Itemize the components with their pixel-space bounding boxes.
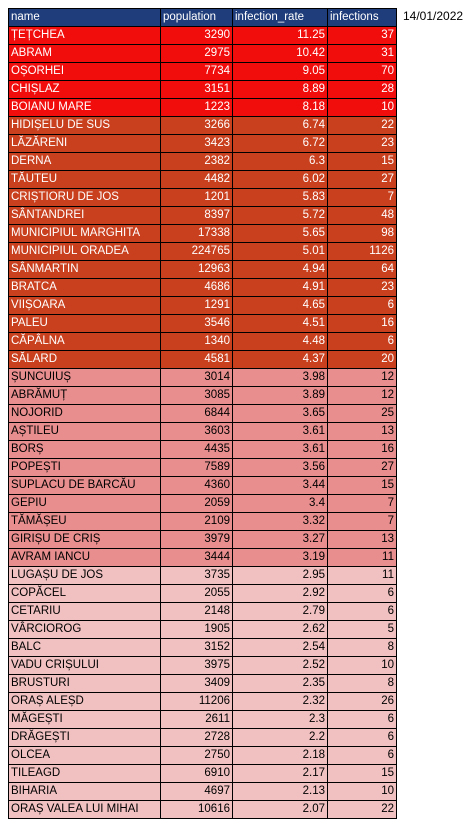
infection-table	[8, 8, 397, 819]
table-row	[9, 747, 397, 765]
cell-population[interactable]: 3152	[161, 639, 233, 657]
cell-name[interactable]: AVRAM IANCU	[9, 549, 161, 567]
cell-population[interactable]: 3290	[161, 27, 233, 45]
cell-population[interactable]: 2055	[161, 585, 233, 603]
header-infections[interactable]: infections	[328, 9, 397, 27]
header-name[interactable]: name	[9, 9, 161, 27]
cell-name[interactable]: OȘORHEI	[9, 63, 161, 81]
cell-infection-rate[interactable]: 3.61	[233, 423, 328, 441]
cell-population[interactable]: 7734	[161, 63, 233, 81]
cell-infections[interactable]: 6	[328, 711, 397, 729]
table-row	[9, 117, 397, 135]
cell-name[interactable]: ABRAM	[9, 45, 161, 63]
cell-infections[interactable]: 10	[328, 99, 397, 117]
table-row	[9, 459, 397, 477]
cell-infections[interactable]: 7	[328, 495, 397, 513]
table-row	[9, 729, 397, 747]
cell-infections[interactable]: 12	[328, 369, 397, 387]
cell-infections[interactable]: 13	[328, 423, 397, 441]
table-row	[9, 801, 397, 819]
cell-population[interactable]: 4697	[161, 783, 233, 801]
cell-population[interactable]: 4435	[161, 441, 233, 459]
table-row	[9, 135, 397, 153]
cell-name[interactable]: DERNA	[9, 153, 161, 171]
cell-name[interactable]: TĂMĂȘEU	[9, 513, 161, 531]
table-row	[9, 81, 397, 99]
cell-infection-rate[interactable]: 2.62	[233, 621, 328, 639]
cell-infections[interactable]: 25	[328, 405, 397, 423]
cell-infections[interactable]: 1126	[328, 243, 397, 261]
cell-population[interactable]: 3735	[161, 567, 233, 585]
cell-name[interactable]: CETARIU	[9, 603, 161, 621]
table-row	[9, 441, 397, 459]
table-row	[9, 765, 397, 783]
cell-population[interactable]: 1340	[161, 333, 233, 351]
cell-infection-rate[interactable]: 5.72	[233, 207, 328, 225]
cell-infection-rate[interactable]: 3.89	[233, 387, 328, 405]
cell-infection-rate[interactable]: 5.01	[233, 243, 328, 261]
table-row	[9, 495, 397, 513]
table-row	[9, 45, 397, 63]
cell-name[interactable]: SÂNMARTIN	[9, 261, 161, 279]
table-row	[9, 369, 397, 387]
cell-population[interactable]: 1223	[161, 99, 233, 117]
cell-infection-rate[interactable]: 2.3	[233, 711, 328, 729]
cell-population[interactable]: 8397	[161, 207, 233, 225]
cell-population[interactable]: 1291	[161, 297, 233, 315]
cell-population[interactable]: 11206	[161, 693, 233, 711]
cell-infections[interactable]: 22	[328, 117, 397, 135]
cell-infections[interactable]: 23	[328, 279, 397, 297]
cell-infections[interactable]: 6	[328, 333, 397, 351]
cell-infection-rate[interactable]: 2.95	[233, 567, 328, 585]
cell-name[interactable]: LUGAȘU DE JOS	[9, 567, 161, 585]
report-date: 14/01/2022	[403, 9, 464, 23]
cell-infections[interactable]: 27	[328, 171, 397, 189]
cell-infection-rate[interactable]: 2.2	[233, 729, 328, 747]
cell-infection-rate[interactable]: 6.3	[233, 153, 328, 171]
cell-name[interactable]: MĂGEȘTI	[9, 711, 161, 729]
cell-population[interactable]: 2975	[161, 45, 233, 63]
cell-population[interactable]: 3409	[161, 675, 233, 693]
table-row	[9, 693, 397, 711]
cell-infection-rate[interactable]: 4.91	[233, 279, 328, 297]
table-row	[9, 207, 397, 225]
cell-name[interactable]: TĂUTEU	[9, 171, 161, 189]
header-row	[9, 9, 397, 27]
cell-name[interactable]: BIHARIA	[9, 783, 161, 801]
table-row	[9, 243, 397, 261]
cell-infection-rate[interactable]: 6.72	[233, 135, 328, 153]
cell-name[interactable]: ȘUNCUIUȘ	[9, 369, 161, 387]
cell-name[interactable]: DRĂGEȘTI	[9, 729, 161, 747]
cell-infections[interactable]: 26	[328, 693, 397, 711]
table-row	[9, 351, 397, 369]
cell-infections[interactable]: 7	[328, 513, 397, 531]
cell-population[interactable]: 3975	[161, 657, 233, 675]
cell-population[interactable]: 6844	[161, 405, 233, 423]
table-row	[9, 171, 397, 189]
cell-name[interactable]: CHIȘLAZ	[9, 81, 161, 99]
cell-infections[interactable]: 11	[328, 549, 397, 567]
table-row	[9, 189, 397, 207]
table-row	[9, 567, 397, 585]
table-row	[9, 675, 397, 693]
cell-population[interactable]: 1905	[161, 621, 233, 639]
cell-infections[interactable]: 7	[328, 189, 397, 207]
cell-population[interactable]: 1201	[161, 189, 233, 207]
cell-infection-rate[interactable]: 3.61	[233, 441, 328, 459]
cell-infection-rate[interactable]: 2.35	[233, 675, 328, 693]
cell-name[interactable]: SUPLACU DE BARCĂU	[9, 477, 161, 495]
cell-name[interactable]: ORAȘ VALEA LUI MIHAI	[9, 801, 161, 819]
cell-population[interactable]: 7589	[161, 459, 233, 477]
cell-infections[interactable]: 64	[328, 261, 397, 279]
cell-population[interactable]: 2750	[161, 747, 233, 765]
cell-population[interactable]: 2059	[161, 495, 233, 513]
header-infection-rate[interactable]: infection_rate	[233, 9, 328, 27]
cell-name[interactable]: COPĂCEL	[9, 585, 161, 603]
cell-infections[interactable]: 5	[328, 621, 397, 639]
cell-name[interactable]: NOJORID	[9, 405, 161, 423]
cell-name[interactable]: CRIȘTIORU DE JOS	[9, 189, 161, 207]
table-row	[9, 513, 397, 531]
cell-infection-rate[interactable]: 5.65	[233, 225, 328, 243]
cell-population[interactable]: 3444	[161, 549, 233, 567]
cell-infection-rate[interactable]: 3.65	[233, 405, 328, 423]
cell-infection-rate[interactable]: 4.94	[233, 261, 328, 279]
cell-infection-rate[interactable]: 3.19	[233, 549, 328, 567]
table-row	[9, 423, 397, 441]
cell-name[interactable]: GEPIU	[9, 495, 161, 513]
cell-population[interactable]: 224765	[161, 243, 233, 261]
cell-population[interactable]: 2382	[161, 153, 233, 171]
cell-infections[interactable]: 48	[328, 207, 397, 225]
cell-infections[interactable]: 8	[328, 675, 397, 693]
cell-population[interactable]: 12963	[161, 261, 233, 279]
cell-name[interactable]: CĂPÂLNA	[9, 333, 161, 351]
cell-infections[interactable]: 23	[328, 135, 397, 153]
cell-infection-rate[interactable]: 2.13	[233, 783, 328, 801]
cell-infections[interactable]: 22	[328, 801, 397, 819]
cell-population[interactable]: 3014	[161, 369, 233, 387]
cell-population[interactable]: 2728	[161, 729, 233, 747]
cell-infections[interactable]: 31	[328, 45, 397, 63]
cell-population[interactable]: 2148	[161, 603, 233, 621]
cell-infections[interactable]: 12	[328, 387, 397, 405]
cell-infections[interactable]: 8	[328, 639, 397, 657]
cell-name[interactable]: PALEU	[9, 315, 161, 333]
cell-population[interactable]: 10616	[161, 801, 233, 819]
cell-infection-rate[interactable]: 2.17	[233, 765, 328, 783]
cell-infections[interactable]: 6	[328, 585, 397, 603]
table-row	[9, 27, 397, 45]
cell-population[interactable]: 3266	[161, 117, 233, 135]
cell-infection-rate[interactable]: 2.92	[233, 585, 328, 603]
table-row	[9, 315, 397, 333]
cell-infections[interactable]: 15	[328, 153, 397, 171]
cell-name[interactable]: POPEȘTI	[9, 459, 161, 477]
cell-population[interactable]: 6910	[161, 765, 233, 783]
table-row	[9, 783, 397, 801]
cell-infections[interactable]: 6	[328, 747, 397, 765]
cell-infection-rate[interactable]: 4.65	[233, 297, 328, 315]
table-row	[9, 585, 397, 603]
cell-population[interactable]: 4482	[161, 171, 233, 189]
cell-infections[interactable]: 15	[328, 477, 397, 495]
cell-infections[interactable]: 13	[328, 531, 397, 549]
cell-population[interactable]: 17338	[161, 225, 233, 243]
cell-name[interactable]: VADU CRIȘULUI	[9, 657, 161, 675]
cell-infections[interactable]: 70	[328, 63, 397, 81]
cell-population[interactable]: 3151	[161, 81, 233, 99]
table-row	[9, 531, 397, 549]
cell-infection-rate[interactable]: 2.54	[233, 639, 328, 657]
table-row	[9, 603, 397, 621]
cell-name[interactable]: MUNICIPIUL ORADEA	[9, 243, 161, 261]
cell-population[interactable]: 3423	[161, 135, 233, 153]
cell-infection-rate[interactable]: 3.98	[233, 369, 328, 387]
table-row	[9, 297, 397, 315]
cell-infections[interactable]: 28	[328, 81, 397, 99]
cell-name[interactable]: BOIANU MARE	[9, 99, 161, 117]
cell-infections[interactable]: 6	[328, 297, 397, 315]
table-row	[9, 711, 397, 729]
cell-population[interactable]: 3546	[161, 315, 233, 333]
cell-infection-rate[interactable]: 11.25	[233, 27, 328, 45]
cell-infection-rate[interactable]: 3.4	[233, 495, 328, 513]
cell-infections[interactable]: 6	[328, 603, 397, 621]
cell-infections[interactable]: 15	[328, 765, 397, 783]
cell-infection-rate[interactable]: 2.18	[233, 747, 328, 765]
table-row	[9, 657, 397, 675]
cell-infection-rate[interactable]: 3.27	[233, 531, 328, 549]
cell-infections[interactable]: 20	[328, 351, 397, 369]
cell-infection-rate[interactable]: 2.79	[233, 603, 328, 621]
cell-name[interactable]: MUNICIPIUL MARGHITA	[9, 225, 161, 243]
cell-name[interactable]: BALC	[9, 639, 161, 657]
cell-infection-rate[interactable]: 4.37	[233, 351, 328, 369]
spreadsheet	[8, 8, 397, 819]
header-population[interactable]: population	[161, 9, 233, 27]
cell-population[interactable]: 4581	[161, 351, 233, 369]
cell-name[interactable]: BRATCA	[9, 279, 161, 297]
cell-infections[interactable]: 10	[328, 657, 397, 675]
table-row	[9, 63, 397, 81]
cell-infections[interactable]: 27	[328, 459, 397, 477]
cell-infection-rate[interactable]: 4.48	[233, 333, 328, 351]
cell-infection-rate[interactable]: 10.42	[233, 45, 328, 63]
cell-population[interactable]: 4360	[161, 477, 233, 495]
cell-infection-rate[interactable]: 3.44	[233, 477, 328, 495]
cell-infection-rate[interactable]: 9.05	[233, 63, 328, 81]
cell-infections[interactable]: 16	[328, 315, 397, 333]
cell-infection-rate[interactable]: 6.02	[233, 171, 328, 189]
cell-population[interactable]: 2109	[161, 513, 233, 531]
cell-name[interactable]: BORȘ	[9, 441, 161, 459]
cell-infections[interactable]: 16	[328, 441, 397, 459]
cell-infection-rate[interactable]: 5.83	[233, 189, 328, 207]
table-row	[9, 261, 397, 279]
cell-name[interactable]: VÂRCIOROG	[9, 621, 161, 639]
cell-infection-rate[interactable]: 2.07	[233, 801, 328, 819]
cell-population[interactable]: 2611	[161, 711, 233, 729]
cell-infection-rate[interactable]: 3.56	[233, 459, 328, 477]
table-row	[9, 405, 397, 423]
table-row	[9, 387, 397, 405]
cell-population[interactable]: 4686	[161, 279, 233, 297]
cell-population[interactable]: 3603	[161, 423, 233, 441]
cell-infection-rate[interactable]: 8.18	[233, 99, 328, 117]
table-row	[9, 477, 397, 495]
cell-name[interactable]: GIRIȘU DE CRIȘ	[9, 531, 161, 549]
cell-name[interactable]: BRUSTURI	[9, 675, 161, 693]
cell-name[interactable]: SĂLARD	[9, 351, 161, 369]
cell-name[interactable]: TILEAGD	[9, 765, 161, 783]
cell-name[interactable]: LĂZĂRENI	[9, 135, 161, 153]
table-row	[9, 279, 397, 297]
table-row	[9, 621, 397, 639]
table-row	[9, 153, 397, 171]
cell-infection-rate[interactable]: 4.51	[233, 315, 328, 333]
cell-infection-rate[interactable]: 2.32	[233, 693, 328, 711]
cell-infections[interactable]: 10	[328, 783, 397, 801]
cell-infections[interactable]: 98	[328, 225, 397, 243]
cell-infection-rate[interactable]: 6.74	[233, 117, 328, 135]
cell-name[interactable]: VIIȘOARA	[9, 297, 161, 315]
table-row	[9, 333, 397, 351]
cell-name[interactable]: ORAȘ ALEȘD	[9, 693, 161, 711]
cell-infections[interactable]: 6	[328, 729, 397, 747]
cell-infection-rate[interactable]: 3.32	[233, 513, 328, 531]
cell-name[interactable]: SÂNTANDREI	[9, 207, 161, 225]
cell-name[interactable]: ȚEȚCHEA	[9, 27, 161, 45]
cell-infection-rate[interactable]: 2.52	[233, 657, 328, 675]
cell-name[interactable]: AȘTILEU	[9, 423, 161, 441]
table-row	[9, 639, 397, 657]
table-row	[9, 225, 397, 243]
cell-name[interactable]: HIDIȘELU DE SUS	[9, 117, 161, 135]
table-row	[9, 99, 397, 117]
table-row	[9, 549, 397, 567]
cell-name[interactable]: ABRĂMUȚ	[9, 387, 161, 405]
cell-infections[interactable]: 37	[328, 27, 397, 45]
cell-population[interactable]: 3979	[161, 531, 233, 549]
cell-population[interactable]: 3085	[161, 387, 233, 405]
cell-name[interactable]: OLCEA	[9, 747, 161, 765]
cell-infection-rate[interactable]: 8.89	[233, 81, 328, 99]
cell-infections[interactable]: 11	[328, 567, 397, 585]
